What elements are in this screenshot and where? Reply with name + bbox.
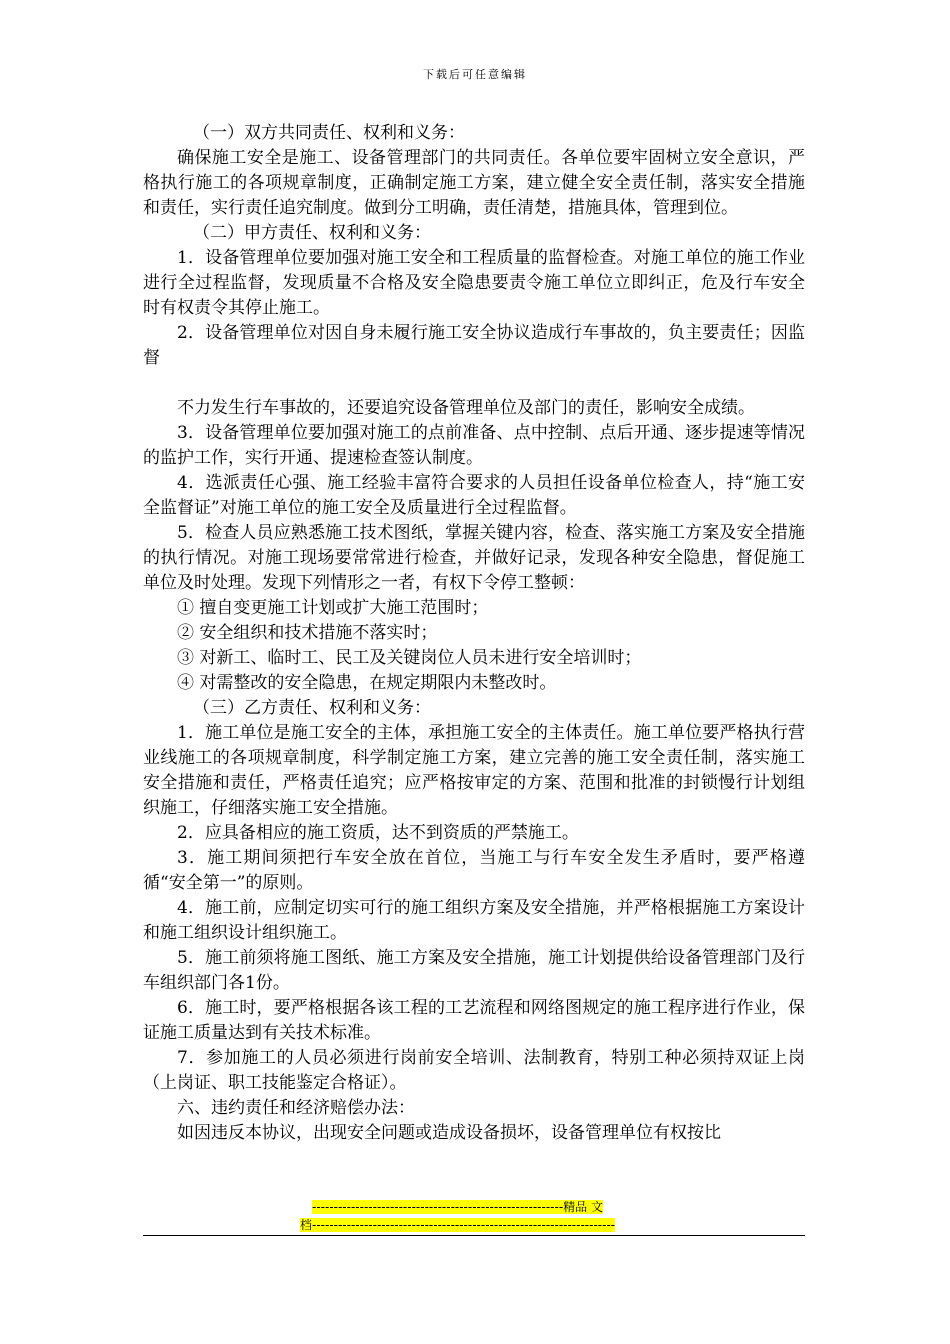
paragraph: 6．施工时，要严格根据各该工程的工艺流程和网络图规定的施工程序进行作业，保证施工质量达到有关技术标准。: [143, 998, 805, 1043]
paragraph: 2．设备管理单位对因自身未履行施工安全协议造成行车事故的，负主要责任；因监督: [143, 323, 805, 368]
section-heading-party-a: （二）甲方责任、权利和义务：: [193, 223, 431, 243]
paragraph: 5．检查人员应熟悉施工技术图纸，掌握关键内容，检查、落实施工方案及安全措施的执行情况。对施工现场要常常进行检查，并做好记录，发现各种安全隐患，督促施工单位及时处理。发现下列情形之一者，有权下令停工整顿：: [143, 523, 805, 593]
list-item: ④ 对需整改的安全隐患，在规定期限内未整改时。: [177, 673, 557, 693]
document-body: [143, 121, 805, 1146]
section-heading-party-b: （三）乙方责任、权利和义务：: [193, 698, 431, 718]
paragraph: 5．施工前须将施工图纸、施工方案及安全措施，施工计划提供给设备管理部门及行车组织部门各1份。: [143, 948, 805, 993]
footer-divider: [143, 1235, 805, 1236]
page-header: 下载后可任意编辑: [423, 68, 527, 81]
paragraph: 不力发生行车事故的，还要追究设备管理单位及部门的责任，影响安全成绩。: [177, 398, 755, 418]
section-heading-liability: 六、违约责任和经济赔偿办法：: [177, 1098, 415, 1118]
paragraph: 如因违反本协议，出现安全问题或造成设备损坏，设备管理单位有权按比: [177, 1123, 721, 1143]
footer-line-2: 档----------------------------------------------------------------------: [300, 1218, 616, 1232]
paragraph: 2．应具备相应的施工资质，达不到资质的严禁施工。: [177, 823, 579, 843]
footer-watermark: [300, 1198, 660, 1234]
list-item: ① 擅自变更施工计划或扩大施工范围时；: [177, 598, 489, 618]
section-heading-mutual: （一）双方共同责任、权利和义务：: [193, 123, 465, 143]
list-item: ② 安全组织和技术措施不落实时；: [177, 623, 438, 643]
paragraph: 4．施工前，应制定切实可行的施工组织方案及安全措施，并严格根据施工方案设计和施工组织设计组织施工。: [143, 898, 805, 943]
paragraph: 4．选派责任心强、施工经验丰富符合要求的人员担任设备单位检查人，持“施工安全监督证”对施工单位的施工安全及质量进行全过程监督。: [143, 473, 805, 518]
list-item: ③ 对新工、临时工、民工及关键岗位人员未进行安全培训时；: [177, 648, 642, 668]
page-break-gap: [143, 371, 805, 396]
paragraph: 1．施工单位是施工安全的主体，承担施工安全的主体责任。施工单位要严格执行营业线施工的各项规章制度，科学制定施工方案，建立完善的施工安全责任制，落实施工安全措施和责任，严格责任追究；应严格按审定的方案、范围和批准的封锁慢行计划组织施工，仔细落实施工安全措施。: [143, 723, 805, 818]
paragraph: 3．施工期间须把行车安全放在首位，当施工与行车安全发生矛盾时，要严格遵循“安全第一”的原则。: [143, 848, 805, 893]
paragraph: 3．设备管理单位要加强对施工的点前准备、点中控制、点后开通、逐步提速等情况的监护工作，实行开通、提速检查签认制度。: [143, 423, 805, 468]
footer-line-1: ----------------------------------------------------------精品 文: [312, 1200, 603, 1214]
paragraph: 7．参加施工的人员必须进行岗前安全培训、法制教育，特别工种必须持双证上岗（上岗证、职工技能鉴定合格证）。: [143, 1048, 805, 1093]
paragraph: 1．设备管理单位要加强对施工安全和工程质量的监督检查。对施工单位的施工作业进行全过程监督，发现质量不合格及安全隐患要责令施工单位立即纠正，危及行车安全时有权责令其停止施工。: [143, 248, 805, 318]
paragraph: 确保施工安全是施工、设备管理部门的共同责任。各单位要牢固树立安全意识，严格执行施工的各项规章制度，正确制定施工方案，建立健全安全责任制，落实安全措施和责任，实行责任追究制度。做到分工明确，责任清楚，措施具体，管理到位。: [143, 148, 805, 218]
